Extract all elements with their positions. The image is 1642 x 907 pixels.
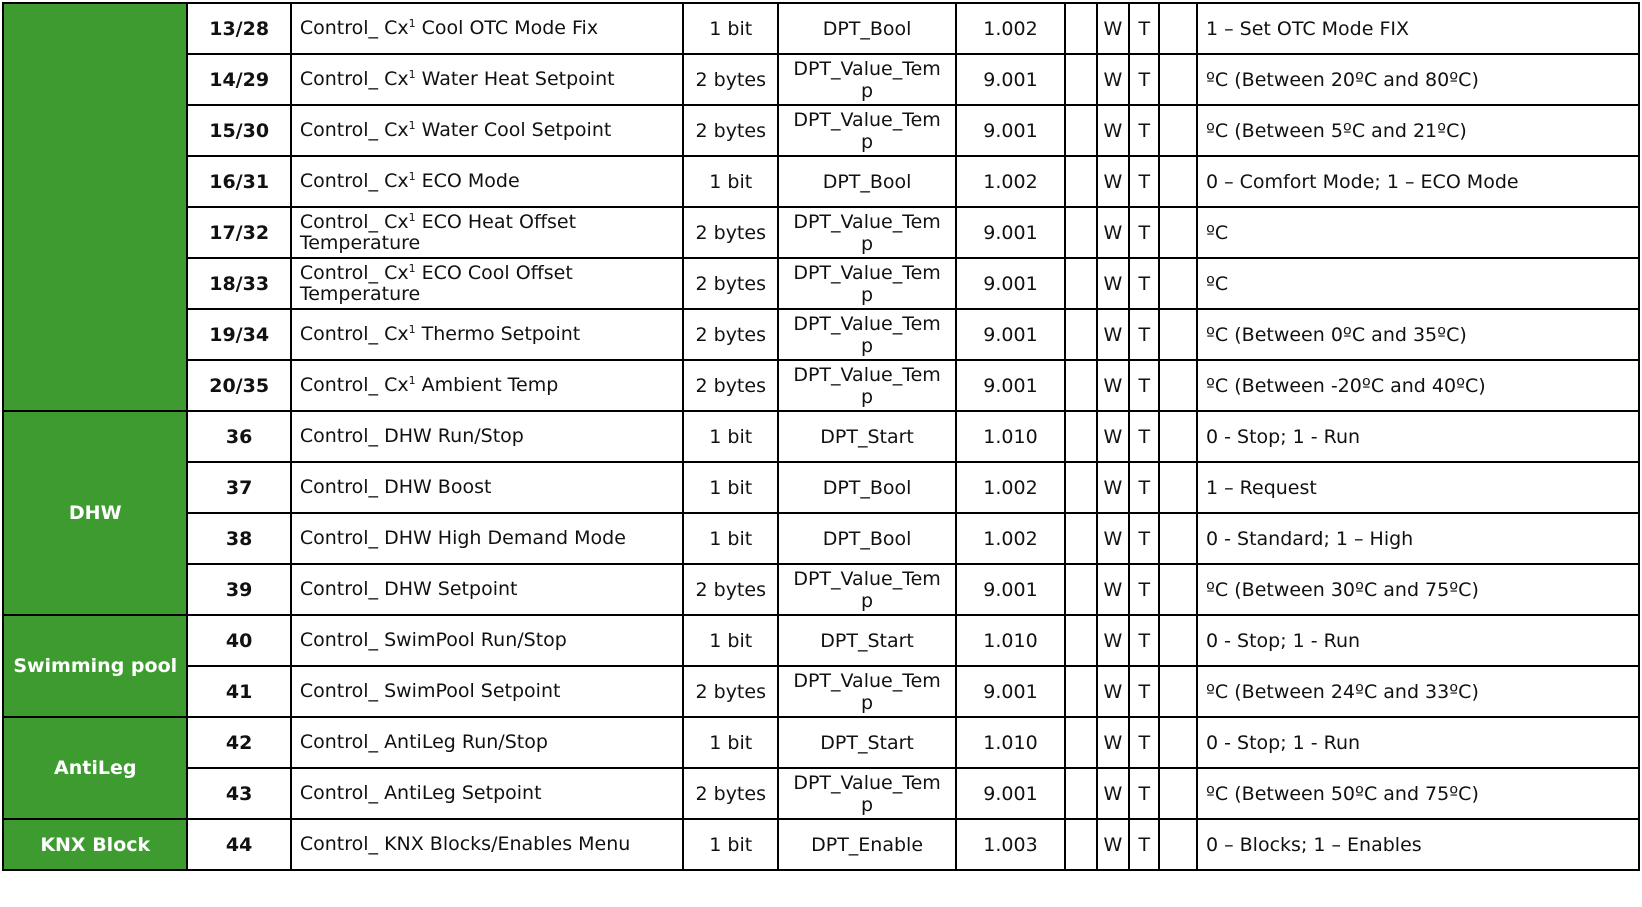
flag-empty (1159, 258, 1197, 309)
object-size: 1 bit (683, 3, 778, 54)
datapoint-type: DPT_Value_Tem p (778, 105, 955, 156)
datapoint-type: DPT_Value_Tem p (778, 309, 955, 360)
datapoint-type: DPT_Value_Tem p (778, 258, 955, 309)
datapoint-type: DPT_Value_Tem p (778, 564, 955, 615)
object-name-suffix: Thermo Setpoint (415, 323, 581, 345)
flag-write: W (1097, 615, 1129, 666)
footnote-marker: 1 (408, 170, 416, 183)
datapoint-code: 1.002 (956, 3, 1065, 54)
object-number: 17/32 (187, 207, 290, 258)
table-row (3, 105, 1639, 156)
flag-transmit: T (1129, 207, 1159, 258)
datapoint-code: 1.002 (956, 462, 1065, 513)
flag-write: W (1097, 717, 1129, 768)
flag-write: W (1097, 666, 1129, 717)
flag-empty (1065, 258, 1096, 309)
flag-empty (1159, 207, 1197, 258)
flag-empty (1159, 54, 1197, 105)
object-name-prefix: Control_ Cx (299, 210, 409, 233)
datapoint-code: 9.001 (956, 309, 1065, 360)
flag-transmit: T (1129, 411, 1159, 462)
flag-write: W (1097, 768, 1129, 819)
object-name-suffix: Ambient Temp (415, 374, 559, 396)
footnote-marker: 1 (408, 119, 416, 132)
flag-empty (1065, 615, 1096, 666)
flag-empty (1159, 105, 1197, 156)
datapoint-code: 1.002 (956, 156, 1065, 207)
object-description: ºC (Between 0ºC and 35ºC) (1197, 309, 1639, 360)
table-row (3, 717, 1639, 768)
flag-empty (1065, 105, 1096, 156)
object-name (291, 156, 683, 207)
datapoint-type: DPT_Start (778, 717, 955, 768)
object-size: 1 bit (683, 156, 778, 207)
object-number: 38 (187, 513, 290, 564)
flag-empty (1065, 717, 1096, 768)
object-name-suffix: ECO Heat Offset Temperature (299, 210, 577, 254)
footnote-marker: 1 (408, 374, 416, 387)
flag-write: W (1097, 258, 1129, 309)
flag-write: W (1097, 309, 1129, 360)
table-row (3, 513, 1639, 564)
table-row (3, 615, 1639, 666)
object-name: Control_ DHW Boost (291, 462, 683, 513)
datapoint-type: DPT_Value_Tem p (778, 360, 955, 411)
object-number: 42 (187, 717, 290, 768)
flag-transmit: T (1129, 768, 1159, 819)
datapoint-type: DPT_Bool (778, 462, 955, 513)
flag-transmit: T (1129, 819, 1159, 870)
object-name-suffix: Water Cool Setpoint (415, 119, 612, 141)
datapoint-code: 9.001 (956, 258, 1065, 309)
datapoint-code: 1.010 (956, 615, 1065, 666)
flag-write: W (1097, 819, 1129, 870)
flag-write: W (1097, 156, 1129, 207)
object-size: 2 bytes (683, 207, 778, 258)
object-name: Control_ KNX Blocks/Enables Menu (291, 819, 683, 870)
object-name-suffix: ECO Cool Offset Temperature (299, 261, 573, 305)
object-description: 0 - Stop; 1 - Run (1197, 615, 1639, 666)
object-size: 2 bytes (683, 258, 778, 309)
group-cell-main (3, 3, 187, 411)
datapoint-code: 1.010 (956, 717, 1065, 768)
datapoint-code: 9.001 (956, 666, 1065, 717)
footnote-marker: 1 (408, 68, 416, 81)
object-name-suffix: ECO Mode (415, 170, 520, 192)
datapoint-type: DPT_Value_Tem p (778, 207, 955, 258)
object-name: Control_ AntiLeg Run/Stop (291, 717, 683, 768)
flag-empty (1159, 411, 1197, 462)
object-number: 19/34 (187, 309, 290, 360)
table-row (3, 156, 1639, 207)
object-size: 1 bit (683, 819, 778, 870)
datapoint-type: DPT_Value_Tem p (778, 666, 955, 717)
flag-empty (1159, 513, 1197, 564)
object-number: 20/35 (187, 360, 290, 411)
flag-empty (1065, 819, 1096, 870)
object-description: ºC (1197, 207, 1639, 258)
footnote-marker: 1 (408, 17, 416, 30)
flag-transmit: T (1129, 54, 1159, 105)
datapoint-code: 1.010 (956, 411, 1065, 462)
object-size: 2 bytes (683, 54, 778, 105)
object-name: Control_ AntiLeg Setpoint (291, 768, 683, 819)
object-size: 2 bytes (683, 564, 778, 615)
datapoint-type: DPT_Value_Tem p (778, 768, 955, 819)
footnote-marker: 1 (408, 261, 416, 275)
object-size: 1 bit (683, 462, 778, 513)
datapoint-type: DPT_Start (778, 615, 955, 666)
object-name: Control_ SwimPool Run/Stop (291, 615, 683, 666)
flag-transmit: T (1129, 666, 1159, 717)
object-name-suffix: Water Heat Setpoint (415, 68, 615, 90)
group-cell-knx-block: KNX Block (3, 819, 187, 870)
object-number: 36 (187, 411, 290, 462)
datapoint-type: DPT_Value_Tem p (778, 54, 955, 105)
datapoint-code: 9.001 (956, 360, 1065, 411)
flag-transmit: T (1129, 462, 1159, 513)
flag-empty (1065, 411, 1096, 462)
flag-empty (1065, 3, 1096, 54)
object-name: Control_ SwimPool Setpoint (291, 666, 683, 717)
object-description: ºC (1197, 258, 1639, 309)
flag-transmit: T (1129, 258, 1159, 309)
flag-write: W (1097, 462, 1129, 513)
flag-empty (1159, 360, 1197, 411)
table-row (3, 411, 1639, 462)
datapoint-type: DPT_Bool (778, 513, 955, 564)
object-description: 0 – Blocks; 1 – Enables (1197, 819, 1639, 870)
object-number: 37 (187, 462, 290, 513)
object-size: 1 bit (683, 513, 778, 564)
flag-empty (1065, 360, 1096, 411)
flag-transmit: T (1129, 564, 1159, 615)
flag-transmit: T (1129, 717, 1159, 768)
datapoint-type: DPT_Bool (778, 3, 955, 54)
object-description: ºC (Between 50ºC and 75ºC) (1197, 768, 1639, 819)
flag-transmit: T (1129, 3, 1159, 54)
object-description: ºC (Between 20ºC and 80ºC) (1197, 54, 1639, 105)
flag-empty (1159, 819, 1197, 870)
flag-empty (1065, 513, 1096, 564)
knx-objects-table (2, 2, 1640, 871)
object-name (291, 207, 683, 258)
group-cell-dhw: DHW (3, 411, 187, 615)
object-number: 39 (187, 564, 290, 615)
flag-empty (1065, 54, 1096, 105)
table-row (3, 360, 1639, 411)
object-number: 13/28 (187, 3, 290, 54)
object-size: 2 bytes (683, 105, 778, 156)
datapoint-code: 9.001 (956, 564, 1065, 615)
object-size: 1 bit (683, 615, 778, 666)
datapoint-code: 9.001 (956, 54, 1065, 105)
object-name-prefix: Control_ Cx (299, 170, 409, 192)
flag-transmit: T (1129, 105, 1159, 156)
group-cell-swimming-pool: Swimming pool (3, 615, 187, 717)
flag-write: W (1097, 3, 1129, 54)
object-description: ºC (Between 24ºC and 33ºC) (1197, 666, 1639, 717)
table-row (3, 207, 1639, 258)
group-cell-antileg: AntiLeg (3, 717, 187, 819)
object-number: 18/33 (187, 258, 290, 309)
datapoint-code: 9.001 (956, 105, 1065, 156)
object-description: 1 – Set OTC Mode FIX (1197, 3, 1639, 54)
flag-empty (1159, 462, 1197, 513)
flag-empty (1065, 564, 1096, 615)
object-description: ºC (Between 5ºC and 21ºC) (1197, 105, 1639, 156)
flag-write: W (1097, 207, 1129, 258)
flag-empty (1159, 768, 1197, 819)
object-name (291, 360, 683, 411)
object-name-prefix: Control_ Cx (299, 119, 409, 141)
flag-empty (1065, 768, 1096, 819)
table-row (3, 564, 1639, 615)
object-number: 41 (187, 666, 290, 717)
flag-write: W (1097, 360, 1129, 411)
object-size: 2 bytes (683, 360, 778, 411)
table-row (3, 462, 1639, 513)
table-row (3, 3, 1639, 54)
object-name (291, 3, 683, 54)
table-row (3, 258, 1639, 309)
object-name: Control_ DHW Setpoint (291, 564, 683, 615)
flag-transmit: T (1129, 156, 1159, 207)
object-size: 2 bytes (683, 309, 778, 360)
footnote-marker: 1 (408, 210, 416, 224)
object-number: 15/30 (187, 105, 290, 156)
object-number: 40 (187, 615, 290, 666)
flag-empty (1159, 564, 1197, 615)
flag-transmit: T (1129, 513, 1159, 564)
object-name-prefix: Control_ Cx (299, 374, 409, 396)
object-description: 0 - Stop; 1 - Run (1197, 717, 1639, 768)
flag-write: W (1097, 54, 1129, 105)
flag-empty (1159, 3, 1197, 54)
object-description: 0 - Standard; 1 – High (1197, 513, 1639, 564)
object-description: 0 - Stop; 1 - Run (1197, 411, 1639, 462)
object-number: 16/31 (187, 156, 290, 207)
table-row (3, 54, 1639, 105)
object-description: 1 – Request (1197, 462, 1639, 513)
footnote-marker: 1 (408, 323, 416, 336)
object-number: 43 (187, 768, 290, 819)
flag-write: W (1097, 564, 1129, 615)
object-description: ºC (Between -20ºC and 40ºC) (1197, 360, 1639, 411)
flag-write: W (1097, 411, 1129, 462)
object-name (291, 309, 683, 360)
object-name (291, 105, 683, 156)
datapoint-type: DPT_Bool (778, 156, 955, 207)
object-name (291, 258, 683, 309)
object-name-prefix: Control_ Cx (299, 261, 409, 284)
object-size: 1 bit (683, 717, 778, 768)
datapoint-code: 1.003 (956, 819, 1065, 870)
flag-empty (1159, 309, 1197, 360)
table-body (3, 3, 1639, 870)
flag-empty (1065, 666, 1096, 717)
object-name-suffix: Cool OTC Mode Fix (415, 17, 599, 39)
object-name-prefix: Control_ Cx (299, 323, 409, 345)
datapoint-type: DPT_Start (778, 411, 955, 462)
flag-transmit: T (1129, 360, 1159, 411)
datapoint-type: DPT_Enable (778, 819, 955, 870)
object-name: Control_ DHW Run/Stop (291, 411, 683, 462)
flag-empty (1065, 156, 1096, 207)
flag-empty (1159, 717, 1197, 768)
datapoint-code: 1.002 (956, 513, 1065, 564)
table-row (3, 309, 1639, 360)
table-row (3, 768, 1639, 819)
table-row (3, 666, 1639, 717)
object-name: Control_ DHW High Demand Mode (291, 513, 683, 564)
object-number: 14/29 (187, 54, 290, 105)
datapoint-code: 9.001 (956, 207, 1065, 258)
flag-transmit: T (1129, 615, 1159, 666)
flag-empty (1159, 615, 1197, 666)
object-name (291, 54, 683, 105)
flag-empty (1065, 309, 1096, 360)
flag-empty (1159, 156, 1197, 207)
table-row (3, 819, 1639, 870)
flag-empty (1159, 666, 1197, 717)
object-number: 44 (187, 819, 290, 870)
object-name-prefix: Control_ Cx (299, 68, 409, 90)
object-size: 1 bit (683, 411, 778, 462)
object-description: ºC (Between 30ºC and 75ºC) (1197, 564, 1639, 615)
datapoint-code: 9.001 (956, 768, 1065, 819)
object-size: 2 bytes (683, 666, 778, 717)
flag-write: W (1097, 105, 1129, 156)
object-size: 2 bytes (683, 768, 778, 819)
object-name-prefix: Control_ Cx (299, 17, 409, 39)
flag-empty (1065, 462, 1096, 513)
flag-transmit: T (1129, 309, 1159, 360)
flag-write: W (1097, 513, 1129, 564)
object-description: 0 – Comfort Mode; 1 – ECO Mode (1197, 156, 1639, 207)
flag-empty (1065, 207, 1096, 258)
